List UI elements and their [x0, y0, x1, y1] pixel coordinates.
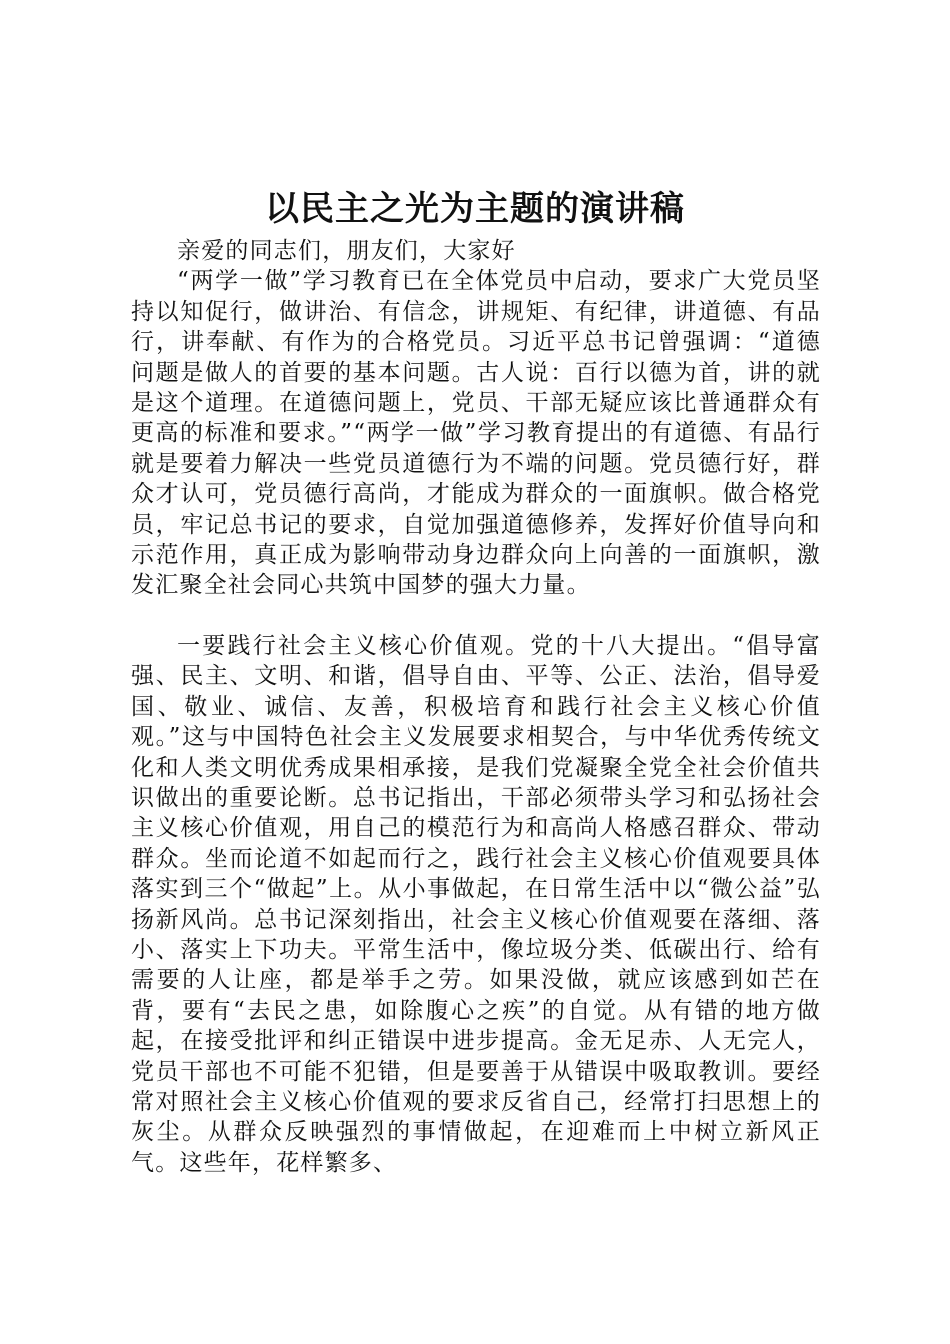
paragraph-1: “两学一做”学习教育已在全体党员中启动，要求广大党员坚持以知促行，做讲治、有信念，讲规矩、有纪律，讲道德、有品行，讲奉献、有作为的合格党员。习近平总书记曾强调：“道德问题是做人的首要的基本问题。古人说：百行以德为首，讲的就是这个道理。在道德问题上，党员、干部无疑应该比普通群众有更高的标准和要求。”“两学一做”学习教育提出的有道德、有品行就是要着力解决一些党员道德行为不端的问题。党员德行好，群众才认可，党员德行高尚，才能成为群众的一面旗帜。做合格党员，牢记总书记的要求，自觉加强道德修养，发挥好价值导向和示范作用，真正成为影响带动身边群众向上向善的一面旗帜，激发汇聚全社会同心共筑中国梦的强大力量。 — [131, 268, 821, 599]
document-title: 以民主之光为主题的演讲稿 — [265, 189, 685, 229]
document-body — [131, 236, 821, 1178]
paragraph-2: 一要践行社会主义核心价值观。党的十八大提出。“倡导富强、民主、文明、和谐，倡导自由、平等、公正、法治，倡导爱国、敬业、诚信、友善，积极培育和践行社会主义核心价值观。”这与中国特色社会主义发展要求相契合，与中华优秀传统文化和人类文明优秀成果相承接，是我们党凝聚全党全社会价值共识做出的重要论断。总书记指出，干部必须带头学习和弘扬社会主义核心价值观，用自己的模范行为和高尚人格感召群众、带动群众。坐而论道不如起而行之，践行社会主义核心价值观要具体落实到三个“做起”上。从小事做起，在日常生活中以“微公益”弘扬新风尚。总书记深刻指出，社会主义核心价值观要在落细、落小、落实上下功夫。平常生活中，像垃圾分类、低碳出行、给有需要的人让座，都是举手之劳。如果没做，就应该感到如芒在背，要有“去民之患，如除腹心之疾”的自觉。从有错的地方做起，在接受批评和纠正错误中进步提高。金无足赤、人无完人，党员干部也不可能不犯错，但是要善于从错误中吸取教训。要经常对照社会主义核心价值观的要求反省自己，经常打扫思想上的灰尘。从群众反映强烈的事情做起，在迎难而上中树立新风正气。这些年，花样繁多、 — [131, 632, 821, 1176]
greeting-line: 亲爱的同志们，朋友们，大家好 — [177, 238, 516, 264]
